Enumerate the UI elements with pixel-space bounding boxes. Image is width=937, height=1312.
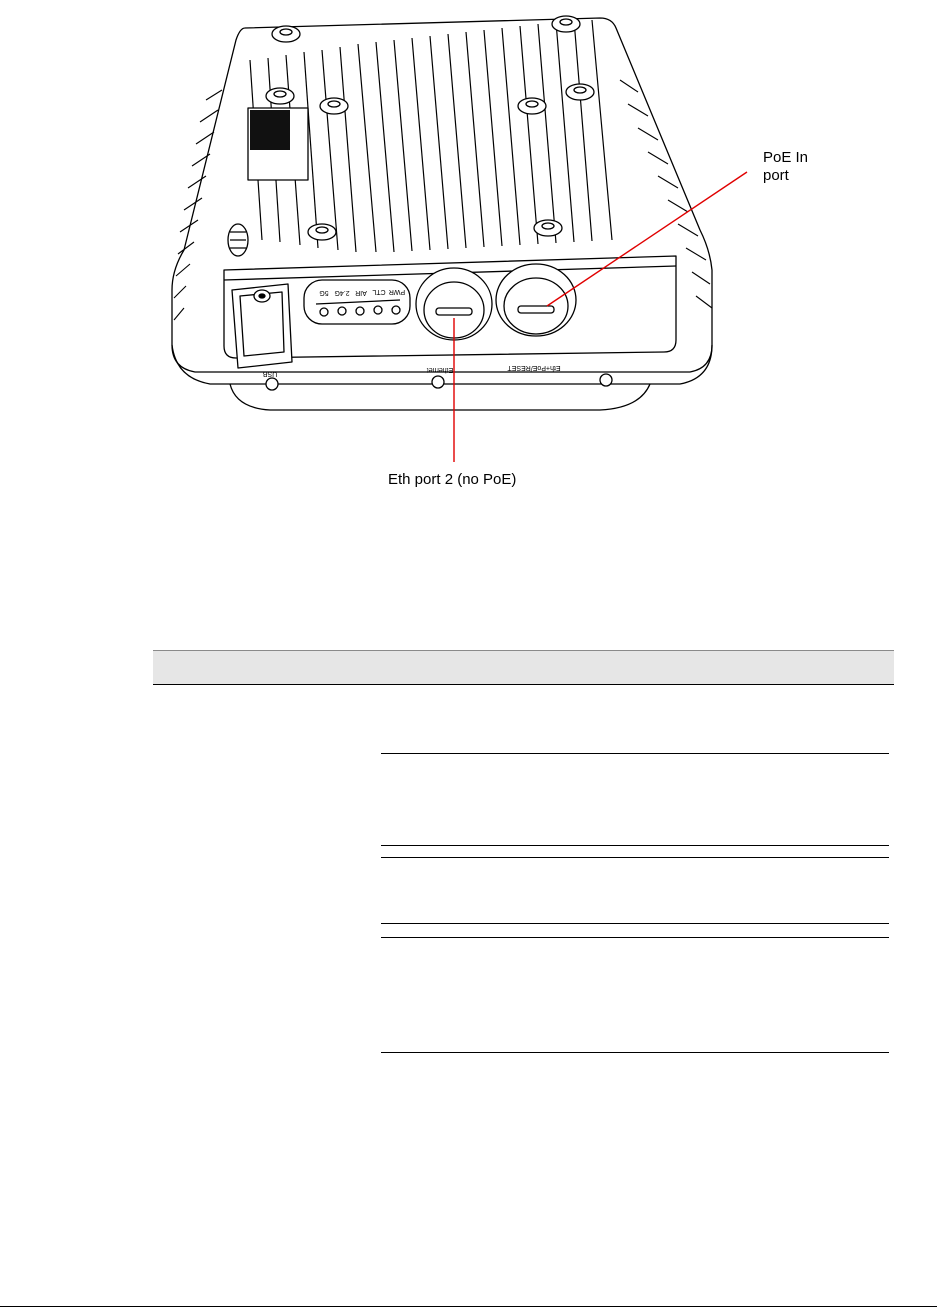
page-footer-rule — [0, 1306, 937, 1307]
eth-port-2-callout: Eth port 2 (no PoE) — [388, 471, 517, 488]
table-header-row — [153, 650, 894, 685]
right-side-fins — [620, 80, 712, 308]
table-row-divider — [381, 937, 889, 938]
table-row-divider — [381, 753, 889, 754]
table-row-divider — [381, 923, 889, 924]
usb-label: USB — [262, 370, 278, 377]
usb-cover — [232, 284, 292, 368]
led-label-pwr: PWR — [388, 288, 406, 295]
led-label-5g: 5G — [319, 289, 329, 296]
poe-in-callout-line1: PoE In — [763, 149, 809, 166]
led-label-air: AIR — [355, 289, 367, 296]
led-window — [304, 280, 410, 324]
poe-in-callout-line2: port — [763, 167, 789, 184]
led-label-ctl: CTL — [372, 288, 386, 295]
eth-poe-reset-label: Eth+PoE/RESET — [507, 364, 561, 371]
poe-in-leader-line — [547, 172, 747, 306]
table-row-divider — [381, 857, 889, 858]
led-label-2-4g: 2.4G — [334, 289, 350, 296]
table-bottom-rule — [381, 1052, 889, 1053]
device-illustration — [0, 0, 937, 500]
ethernet-label: Ethernet — [426, 366, 454, 373]
poe-in-callout — [763, 149, 843, 185]
ground-screw — [228, 224, 248, 256]
poe-in-port-cap — [496, 264, 576, 336]
table-row-divider — [381, 845, 889, 846]
